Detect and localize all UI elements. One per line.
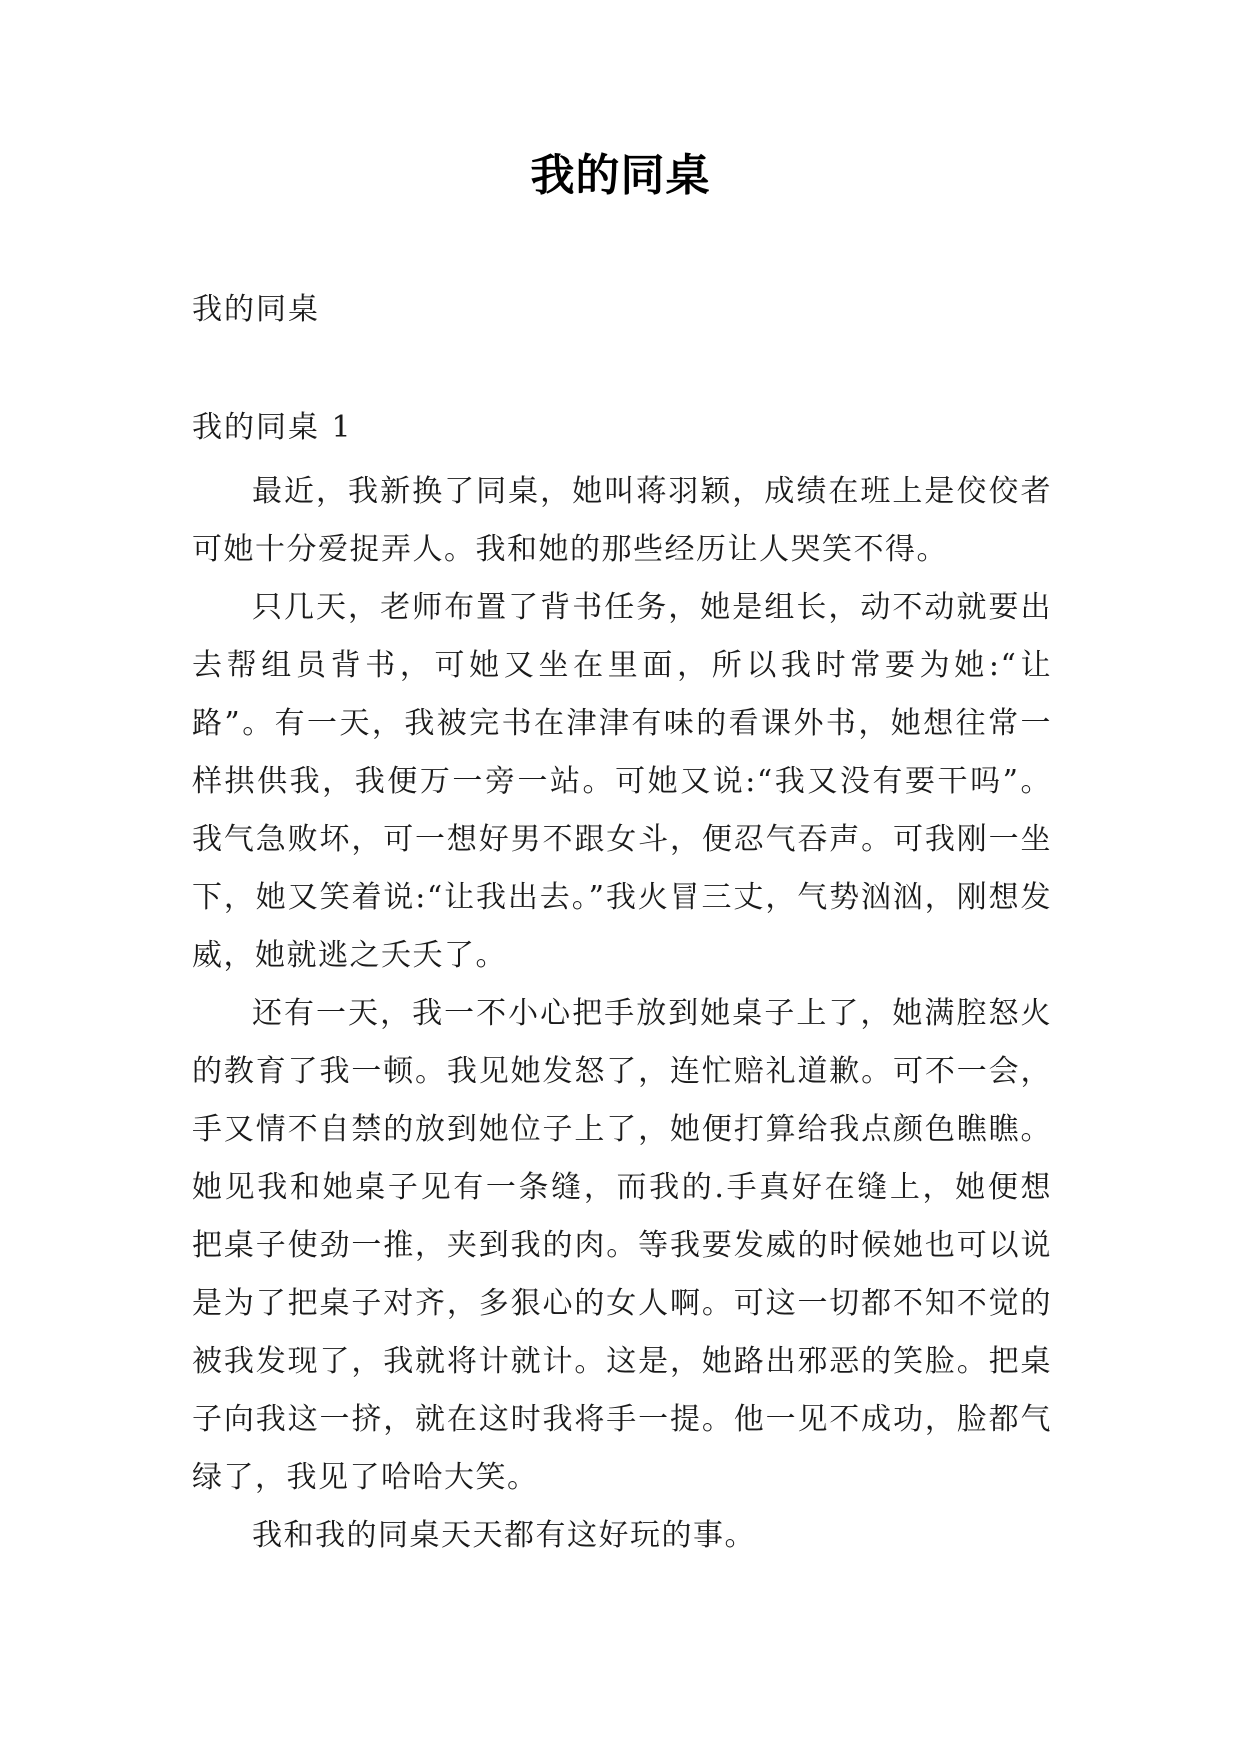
body-paragraph: 我和我的同桌天天都有这好玩的事。 [252,1518,756,1553]
document-title: 我的同桌 [530,150,711,201]
section-heading: 我的同桌 1 [192,410,353,445]
body-paragraph: 还有一天，我一不小心把手放到她桌子上了，她满腔怒火的教育了我一顿。我见她发怒了，连忙赔礼道歉。可不一会，手又情不自禁的放到她位子上了，她便打算给我点颜色瞧瞧。她见我和她桌子见有一条缝，而我的.手真好在缝上，她便想把桌子使劲一推，夹到我的肉。等我要发威的时候她也可以说是为了把桌子对齐，多狠心的女人啊。可这一切都不知不觉的被我发现了，我就将计就计。这是，她路出邪恶的笑脸。把桌子向我这一挤，就在这时我将手一提。他一见不成功，脸都气绿了，我见了哈哈大笑。 [192,996,1052,1495]
body-paragraph: 只几天，老师布置了背书任务，她是组长，动不动就要出去帮组员背书，可她又坐在里面，所以我时常要为她:“让路”。有一天，我被完书在津津有味的看课外书，她想往常一样拱供我，我便万一旁一站。可她又说:“我又没有要干吗”。我气急败坏，可一想好男不跟女斗，便忍气吞声。可我刚一坐下，她又笑着说:“让我出去。”我火冒三丈，气势汹汹，刚想发威，她就逃之夭夭了。 [192,590,1052,973]
document-body [192,463,1052,1565]
body-paragraph: 最近，我新换了同桌，她叫蒋羽颖，成绩在班上是佼佼者可她十分爱捉弄人。我和她的那些经历让人哭笑不得。 [192,474,1052,567]
document-subtitle: 我的同桌 [192,292,320,327]
